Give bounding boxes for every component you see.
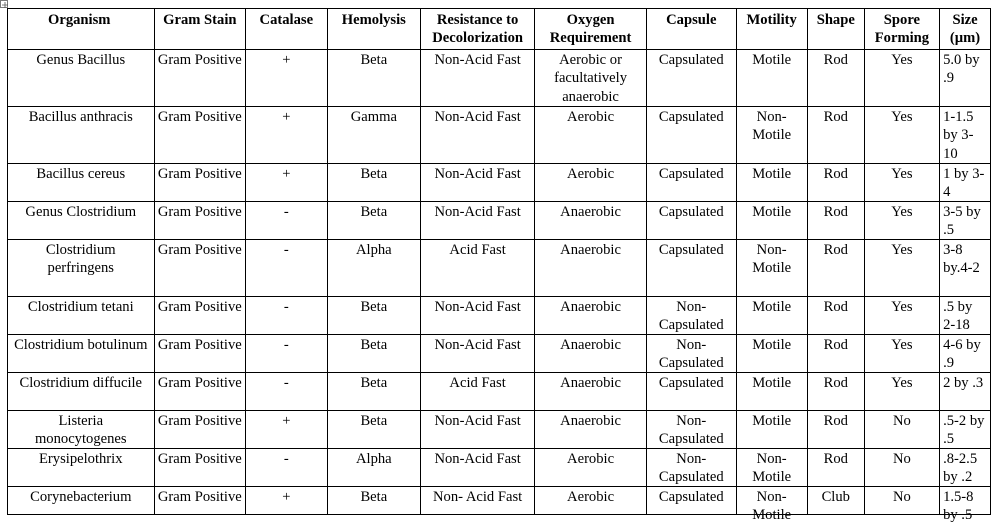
cell-text: Gram Positive	[157, 489, 242, 505]
cell-spore-forming	[864, 297, 939, 335]
cell-text: Non-Motile	[752, 109, 792, 144]
header-hemolysis: Hemolysis	[327, 9, 421, 50]
cell-text: .5 by 2-18	[943, 299, 973, 334]
table-row	[8, 50, 991, 107]
cell-hemolysis	[327, 487, 421, 515]
cell-capsule	[647, 373, 737, 411]
cell-text: Non-Capsulated	[658, 413, 724, 448]
header-gram-stain: Gram Stain	[154, 9, 246, 50]
cell-organism	[8, 50, 155, 107]
cell-text: .8-2.5 by .2	[943, 451, 978, 486]
cell-organism	[8, 335, 155, 373]
cell-size	[940, 335, 991, 373]
cell-hemolysis	[327, 164, 421, 202]
cell-text: Aerobic	[567, 451, 615, 467]
cell-text: Non-Acid Fast	[434, 109, 521, 125]
cell-text: Rod	[823, 242, 848, 258]
cell-gram-stain	[154, 297, 246, 335]
cell-capsule	[647, 411, 737, 449]
cell-text: Anaerobic	[560, 204, 621, 220]
cell-hemolysis	[327, 297, 421, 335]
cell-text: Yes	[891, 375, 913, 391]
cell-oxygen	[535, 164, 647, 202]
cell-text: 1.5-8 by .5	[943, 489, 974, 524]
cell-shape	[807, 50, 864, 107]
cell-gram-stain	[154, 202, 246, 240]
cell-oxygen	[535, 50, 647, 107]
cell-text: Corynebacterium	[30, 489, 132, 505]
cell-catalase	[246, 411, 327, 449]
cell-text: Capsulated	[658, 52, 724, 68]
header-row	[8, 9, 991, 50]
cell-motility	[736, 202, 807, 240]
cell-text: Capsulated	[658, 109, 724, 125]
cell-resistance	[421, 164, 535, 202]
cell-text: Motile	[752, 166, 792, 182]
cell-resistance	[421, 107, 535, 164]
cell-text: Rod	[823, 204, 848, 220]
cell-hemolysis	[327, 50, 421, 107]
cell-catalase	[246, 487, 327, 515]
header-motility: Motility	[736, 9, 807, 50]
table-row	[8, 164, 991, 202]
cell-gram-stain	[154, 240, 246, 297]
cell-gram-stain	[154, 50, 246, 107]
cell-spore-forming	[864, 487, 939, 515]
cell-text: Clostridium perfringens	[45, 242, 116, 277]
table-row	[8, 449, 991, 487]
cell-text: Rod	[823, 451, 848, 467]
header-organism: Organism	[8, 9, 155, 50]
cell-shape	[807, 202, 864, 240]
cell-capsule	[647, 164, 737, 202]
cell-text: Rod	[823, 109, 848, 125]
cell-text: Gram Positive	[157, 451, 242, 467]
cell-motility	[736, 411, 807, 449]
cell-text: Bacillus anthracis	[28, 109, 133, 125]
cell-text: 4-6 by .9	[943, 337, 981, 372]
cell-text: Capsulated	[658, 166, 724, 182]
cell-resistance	[421, 297, 535, 335]
cell-text: Anaerobic	[560, 413, 621, 429]
cell-motility	[736, 487, 807, 524]
cell-organism	[8, 411, 155, 449]
cell-text: 2 by .3	[943, 375, 984, 391]
cell-text: -	[283, 204, 289, 220]
cell-capsule	[647, 487, 737, 515]
cell-text: Beta	[360, 204, 388, 220]
cell-text: 1 by 3-4	[943, 166, 985, 201]
cell-capsule	[647, 240, 737, 297]
cell-organism	[8, 240, 155, 297]
cell-shape	[807, 107, 864, 164]
cell-size	[940, 164, 991, 202]
header-shape: Shape	[807, 9, 864, 50]
cell-text: Clostridium diffucile	[19, 375, 143, 391]
cell-text: Genus Bacillus	[36, 52, 126, 68]
cell-text: 3-8 by.4-2	[943, 242, 980, 277]
cell-text: No	[892, 451, 911, 467]
cell-resistance	[421, 411, 535, 449]
cell-catalase	[246, 335, 327, 373]
cell-text: -	[283, 242, 289, 258]
cell-text: Gram Positive	[157, 242, 242, 258]
cell-catalase	[246, 297, 327, 335]
cell-text: Anaerobic	[560, 337, 621, 353]
cell-shape	[807, 373, 864, 411]
cell-resistance	[421, 335, 535, 373]
table-row	[8, 487, 991, 515]
cell-text: Non-Acid Fast	[434, 299, 521, 315]
cell-oxygen	[535, 297, 647, 335]
cell-text: +	[282, 166, 291, 182]
cell-text: Rod	[823, 375, 848, 391]
cell-text: Motile	[752, 204, 792, 220]
cell-text: Motile	[752, 337, 792, 353]
cell-oxygen	[535, 335, 647, 373]
cell-text: Motile	[752, 52, 792, 68]
cell-hemolysis	[327, 240, 421, 297]
cell-text: Beta	[360, 375, 388, 391]
cell-catalase	[246, 107, 327, 164]
cell-size	[940, 202, 991, 240]
cell-gram-stain	[154, 487, 246, 515]
cell-shape	[807, 240, 864, 297]
cell-text: Gram Positive	[157, 337, 242, 353]
cell-catalase	[246, 50, 327, 107]
cell-motility	[736, 107, 807, 164]
cell-shape	[807, 335, 864, 373]
cell-text: Gamma	[350, 109, 397, 125]
table-body	[8, 50, 991, 524]
header-resistance: Resistance to Decolorization	[421, 9, 535, 50]
cell-gram-stain	[154, 107, 246, 164]
cell-text: No	[892, 489, 911, 505]
cell-catalase	[246, 449, 327, 487]
cell-text: Non-Acid Fast	[434, 451, 521, 467]
cell-capsule	[647, 297, 737, 335]
cell-resistance	[421, 50, 535, 107]
table-row	[8, 240, 991, 297]
cell-text: +	[282, 489, 291, 505]
cell-spore-forming	[864, 202, 939, 240]
cell-text: +	[282, 413, 291, 429]
cell-text: Non-Acid Fast	[434, 166, 521, 182]
cell-motility	[736, 240, 807, 297]
cell-text: Listeria monocytogenes	[34, 413, 127, 448]
cell-shape	[807, 411, 864, 449]
table-row	[8, 297, 991, 335]
cell-oxygen	[535, 411, 647, 449]
cell-text: Gram Positive	[157, 204, 242, 220]
cell-organism	[8, 297, 155, 335]
cell-size	[940, 449, 991, 487]
cell-hemolysis	[327, 335, 421, 373]
cell-capsule	[647, 449, 737, 487]
table-row	[8, 411, 991, 449]
cell-text: Beta	[360, 52, 388, 68]
cell-text: Gram Positive	[157, 166, 242, 182]
cell-text: Yes	[891, 166, 913, 182]
cell-text: Beta	[360, 166, 388, 182]
cell-size	[940, 107, 991, 164]
cell-spore-forming	[864, 411, 939, 449]
cell-text: Capsulated	[658, 489, 724, 505]
cell-text: No	[892, 413, 911, 429]
cell-spore-forming	[864, 107, 939, 164]
cell-gram-stain	[154, 335, 246, 373]
cell-text: Beta	[360, 337, 388, 353]
cell-hemolysis	[327, 107, 421, 164]
cell-catalase	[246, 164, 327, 202]
header-catalase: Catalase	[246, 9, 327, 50]
cell-text: Non-Capsulated	[658, 451, 724, 486]
cell-motility	[736, 449, 807, 487]
cell-text: Rod	[823, 166, 848, 182]
cell-text: Yes	[891, 109, 913, 125]
table-row	[8, 373, 991, 411]
cell-text: Anaerobic	[560, 299, 621, 315]
cell-hemolysis	[327, 202, 421, 240]
cell-text: Non-Capsulated	[658, 299, 724, 334]
cell-text: Anaerobic	[560, 242, 621, 258]
cell-size	[940, 50, 991, 107]
cell-motility	[736, 297, 807, 335]
cell-resistance	[421, 449, 535, 487]
cell-text: Rod	[823, 52, 848, 68]
cell-text: Genus Clostridium	[25, 204, 137, 220]
cell-text: Aerobic	[567, 109, 615, 125]
cell-shape	[807, 449, 864, 487]
cell-text: Capsulated	[658, 375, 724, 391]
cell-text: .5-2 by .5	[943, 413, 985, 448]
cell-text: 1-1.5 by 3-10	[943, 109, 974, 162]
cell-text: Aerobic	[567, 489, 615, 505]
cell-text: Non-Acid Fast	[434, 52, 521, 68]
cell-spore-forming	[864, 50, 939, 107]
cell-text: -	[283, 299, 289, 315]
cell-size	[940, 297, 991, 335]
cell-text: Gram Positive	[157, 413, 242, 429]
cell-size	[940, 373, 991, 411]
cell-text: Gram Positive	[157, 52, 242, 68]
cell-hemolysis	[327, 411, 421, 449]
cell-organism	[8, 449, 155, 487]
table-row	[8, 202, 991, 240]
cell-spore-forming	[864, 164, 939, 202]
cell-text: Yes	[891, 52, 913, 68]
cell-catalase	[246, 202, 327, 240]
cell-text: Non-Motile	[752, 489, 792, 524]
cell-text: Beta	[360, 489, 388, 505]
cell-text: Club	[821, 489, 850, 505]
cell-text: Motile	[752, 413, 792, 429]
cell-text: Non-Capsulated	[658, 337, 724, 372]
cell-text: Motile	[752, 299, 792, 315]
cell-text: +	[282, 52, 291, 68]
cell-oxygen	[535, 373, 647, 411]
cell-text: Acid Fast	[449, 375, 506, 391]
cell-text: -	[283, 337, 289, 353]
cell-shape	[807, 487, 864, 515]
cell-spore-forming	[864, 240, 939, 297]
cell-text: Capsulated	[658, 242, 724, 258]
cell-capsule	[647, 335, 737, 373]
cell-organism	[8, 487, 155, 515]
cell-motility	[736, 164, 807, 202]
cell-resistance	[421, 202, 535, 240]
cell-text: Yes	[891, 242, 913, 258]
cell-size	[940, 487, 991, 524]
cell-text: Gram Positive	[157, 109, 242, 125]
cell-text: Yes	[891, 299, 913, 315]
table-move-handle-icon[interactable]	[0, 0, 8, 8]
cell-gram-stain	[154, 449, 246, 487]
header-size: Size (µm)	[940, 9, 991, 50]
header-capsule: Capsule	[647, 9, 737, 50]
cell-size	[940, 411, 991, 449]
cell-hemolysis	[327, 373, 421, 411]
cell-catalase	[246, 240, 327, 297]
cell-text: -	[283, 375, 289, 391]
cell-text: Non-Acid Fast	[434, 413, 521, 429]
cell-oxygen	[535, 240, 647, 297]
cell-text: Yes	[891, 204, 913, 220]
cell-oxygen	[535, 202, 647, 240]
cell-resistance	[421, 373, 535, 411]
cell-shape	[807, 297, 864, 335]
cell-spore-forming	[864, 449, 939, 487]
cell-gram-stain	[154, 373, 246, 411]
cell-text: Motile	[752, 375, 792, 391]
cell-oxygen	[535, 449, 647, 487]
cell-text: Non-Motile	[752, 242, 792, 277]
cell-text: 3-5 by .5	[943, 204, 981, 239]
cell-text: Beta	[360, 413, 388, 429]
cell-text: Rod	[823, 337, 848, 353]
cell-text: Non-Motile	[752, 451, 792, 486]
header-spore-forming: Spore Forming	[864, 9, 939, 50]
cell-text: Bacillus cereus	[36, 166, 126, 182]
cell-organism	[8, 107, 155, 164]
cell-text: Non-Acid Fast	[434, 337, 521, 353]
cell-capsule	[647, 202, 737, 240]
cell-text: Alpha	[355, 451, 392, 467]
cell-text: Rod	[823, 299, 848, 315]
cell-oxygen	[535, 107, 647, 164]
cell-text: Clostridium botulinum	[14, 337, 148, 353]
cell-text: Alpha	[355, 242, 392, 258]
cell-capsule	[647, 107, 737, 164]
cell-motility	[736, 373, 807, 411]
cell-text: Erysipelothrix	[39, 451, 123, 467]
cell-text: +	[282, 109, 291, 125]
cell-text: Gram Positive	[157, 299, 242, 315]
cell-gram-stain	[154, 411, 246, 449]
cell-capsule	[647, 50, 737, 107]
cell-text: Aerobic or facultatively anaerobic	[554, 52, 628, 105]
cell-resistance	[421, 240, 535, 297]
cell-oxygen	[535, 487, 647, 515]
cell-organism	[8, 373, 155, 411]
cell-spore-forming	[864, 335, 939, 373]
cell-text: Rod	[823, 413, 848, 429]
cell-shape	[807, 164, 864, 202]
cell-text: 5.0 by .9	[943, 52, 980, 87]
cell-text: Capsulated	[658, 204, 724, 220]
cell-spore-forming	[864, 373, 939, 411]
cell-text: Non-Acid Fast	[434, 204, 521, 220]
cell-motility	[736, 50, 807, 107]
cell-text: Non- Acid Fast	[433, 489, 523, 505]
cell-organism	[8, 164, 155, 202]
cell-size	[940, 240, 991, 297]
organism-characteristics-table	[7, 8, 991, 524]
cell-text: Gram Positive	[157, 375, 242, 391]
cell-resistance	[421, 487, 535, 515]
cell-gram-stain	[154, 164, 246, 202]
cell-text: Anaerobic	[560, 375, 621, 391]
cell-text: Acid Fast	[449, 242, 506, 258]
cell-text: Yes	[891, 337, 913, 353]
cell-text: Clostridium tetani	[27, 299, 134, 315]
cell-motility	[736, 335, 807, 373]
cell-text: Aerobic	[567, 166, 615, 182]
header-oxygen: Oxygen Requirement	[535, 9, 647, 50]
cell-text: -	[283, 451, 289, 467]
cell-organism	[8, 202, 155, 240]
cell-text: Beta	[360, 299, 388, 315]
table-row	[8, 107, 991, 164]
cell-catalase	[246, 373, 327, 411]
table-row	[8, 335, 991, 373]
cell-hemolysis	[327, 449, 421, 487]
